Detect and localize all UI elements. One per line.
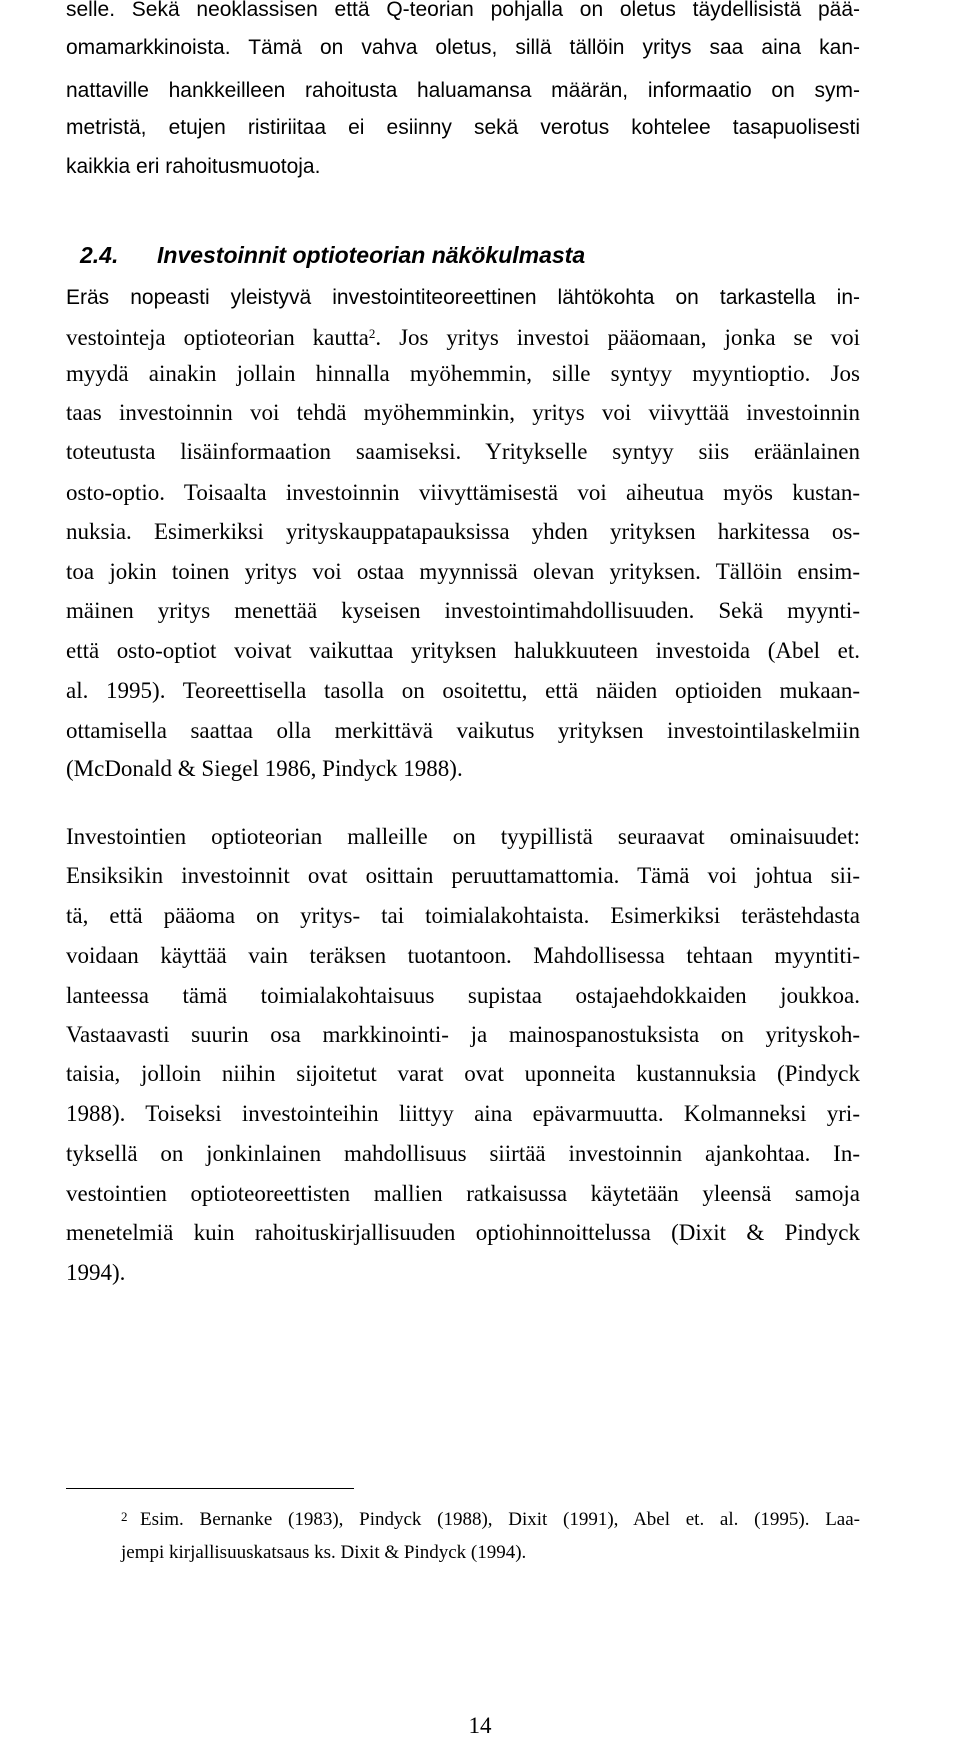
- section-number: 2.4.: [80, 242, 119, 268]
- paragraph-line: myydä ainakin jollain hinnalla myöhemmin, sille syntyy myyntioptio. Jos: [66, 361, 860, 386]
- text-span: vestointeja optioteorian kautta: [66, 325, 369, 350]
- paragraph-line: taisia, jolloin niihin sijoitetut varat ovat uponneita kustannuksia (Pindyck: [66, 1061, 860, 1086]
- paragraph-line: lanteessa tämä toimialakohtaisuus supistaa ostajaehdokkaiden joukkoa.: [66, 983, 860, 1008]
- paragraph-line: vestointien optioteoreettisten mallien ratkaisussa käytetään yleensä samoja: [66, 1181, 860, 1206]
- intro-line: nattaville hankkeilleen rahoitusta haluamansa määrän, informaatio on sym-: [66, 79, 860, 102]
- paragraph-line: että osto-optiot voivat vaikuttaa yrityksen halukkuuteen investoida (Abel et.: [66, 638, 860, 663]
- paragraph-line: voidaan käyttää vain teräksen tuotantoon. Mahdollisessa tehtaan myyntiti-: [66, 943, 860, 968]
- paragraph-line: mäinen yritys menettää kyseisen investointimahdollisuuden. Sekä myynti-: [66, 598, 860, 623]
- paragraph-line: osto-optio. Toisaalta investoinnin viivyttämisestä voi aiheutua myös kustan-: [66, 480, 860, 505]
- paragraph-line: taas investoinnin voi tehdä myöhemminkin, yritys voi viivyttää investoinnin: [66, 400, 860, 425]
- intro-line: metristä, etujen ristiriitaa ei esiinny sekä verotus kohtelee tasapuolisesti: [66, 116, 860, 139]
- paragraph-line: 1988). Toiseksi investointeihin liittyy aina epävarmuutta. Kolmanneksi yri-: [66, 1101, 860, 1126]
- intro-line: omamarkkinoista. Tämä on vahva oletus, sillä tällöin yritys saa aina kan-: [66, 36, 860, 59]
- paragraph-line: Investointien optioteorian malleille on tyypillistä seuraavat ominaisuudet:: [66, 824, 860, 849]
- intro-line: kaikkia eri rahoitusmuotoja.: [66, 155, 321, 178]
- paragraph-line: Ensiksikin investoinnit ovat osittain peruuttamattomia. Tämä voi johtua sii-: [66, 863, 860, 888]
- paragraph-line: [66, 323, 860, 353]
- footnote-line: Esim. Bernanke (1983), Pindyck (1988), Dixit (1991), Abel et. al. (1995). Laa-: [140, 1509, 860, 1530]
- footnote-line: jempi kirjallisuuskatsaus ks. Dixit & Pindyck (1994).: [121, 1542, 527, 1563]
- paragraph-line: al. 1995). Teoreettisella tasolla on osoitettu, että näiden optioiden mukaan-: [66, 678, 860, 703]
- paragraph-line: ottamisella saattaa olla merkittävä vaikutus yrityksen investointilaskelmiin: [66, 718, 860, 743]
- paragraph-line: tyksellä on jonkinlainen mahdollisuus siirtää investoinnin ajankohtaa. In-: [66, 1141, 860, 1166]
- paragraph-line: toa jokin toinen yritys voi ostaa myynnissä olevan yrityksen. Tällöin ensim-: [66, 559, 860, 584]
- paragraph-line: Vastaavasti suurin osa markkinointi- ja mainospanostuksista on yrityskoh-: [66, 1022, 860, 1047]
- paragraph-line: Eräs nopeasti yleistyvä investointiteoreettinen lähtökohta on tarkastella in-: [66, 286, 860, 309]
- page-number: 14: [468, 1713, 492, 1738]
- paragraph-line: tä, että pääoma on yritys- tai toimialakohtaista. Esimerkiksi terästehdasta: [66, 903, 860, 928]
- footnote-marker: 2: [121, 1509, 128, 1524]
- paragraph-line: menetelmiä kuin rahoituskirjallisuuden optiohinnoittelussa (Dixit & Pindyck: [66, 1220, 860, 1245]
- text-span: . Jos yritys investoi pääomaan, jonka se voi: [375, 325, 860, 350]
- footnote-reference: 2: [368, 326, 376, 341]
- intro-line: selle. Sekä neoklassisen että Q-teorian pohjalla on oletus täydellisistä pää-: [66, 0, 860, 21]
- paragraph-line: 1994).: [66, 1260, 126, 1285]
- section-title: Investoinnit optioteorian näkökulmasta: [157, 242, 586, 268]
- paragraph-line: nuksia. Esimerkiksi yrityskauppatapauksissa yhden yrityksen harkitessa os-: [66, 519, 860, 544]
- paragraph-line: toteutusta lisäinformaation saamiseksi. Yritykselle syntyy siis eräänlainen: [66, 439, 860, 464]
- footnote-divider: [66, 1488, 354, 1489]
- paragraph-line: (McDonald & Siegel 1986, Pindyck 1988).: [66, 756, 463, 781]
- section-heading: [80, 239, 860, 271]
